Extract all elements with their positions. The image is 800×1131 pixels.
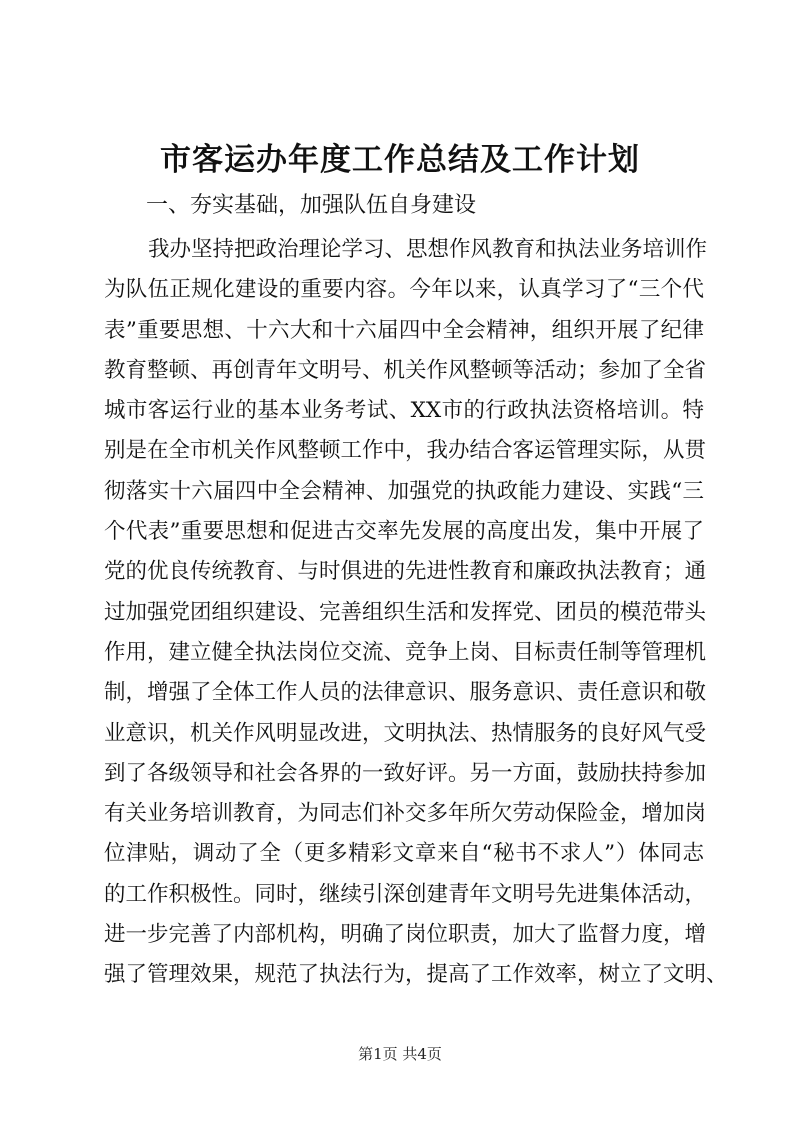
body-line: 强了管理效果，规范了执法行为，提高了工作效率，树立了文明、 — [104, 962, 728, 988]
page-footer: 第1页 共4页 — [358, 1045, 442, 1063]
body-line: 业意识，机关作风明显改进，文明执法、热情服务的良好风气受 — [104, 720, 707, 746]
body-line: 进一步完善了内部机构，明确了岗位职责，加大了监督力度，增 — [104, 922, 707, 948]
body-line: 为队伍正规化建设的重要内容。今年以来，认真学习了“三个代 — [104, 277, 704, 303]
body-line: 到了各级领导和社会各界的一致好评。另一方面，鼓励扶持参加 — [104, 760, 707, 786]
body-line: 城市客运行业的基本业务考试、XX市的行政执法资格培训。特 — [104, 398, 704, 424]
body-line: 过加强党团组织建设、完善组织生活和发挥党、团员的模范带头 — [104, 599, 707, 625]
body-line: 表”重要思想、十六大和十六届四中全会精神，组织开展了纪律 — [104, 317, 704, 343]
body-line: 教育整顿、再创青年文明号、机关作风整顿等活动；参加了全省 — [104, 357, 707, 383]
body-line: 制，增强了全体工作人员的法律意识、服务意识、责任意识和敬 — [104, 680, 707, 706]
body-line: 党的优良传统教育、与时俱进的先进性教育和廉政执法教育；通 — [104, 559, 707, 585]
body-line: 别是在全市机关作风整顿工作中，我办结合客运管理实际，从贯 — [104, 438, 707, 464]
section-heading: 一、夯实基础，加强队伍自身建设 — [146, 193, 477, 218]
body-line: 个代表”重要思想和促进古交率先发展的高度出发，集中开展了 — [104, 519, 704, 545]
document-title: 市客运办年度工作总结及工作计划 — [160, 142, 640, 178]
body-line: 位津贴，调动了全（更多精彩文章来自“秘书不求人”）体同志 — [104, 841, 704, 867]
body-line: 的工作积极性。同时，继续引深创建青年文明号先进集体活动， — [104, 881, 707, 907]
body-line: 我办坚持把政治理论学习、思想作风教育和执法业务培训作 — [148, 237, 708, 262]
body-line: 作用，建立健全执法岗位交流、竞争上岗、目标责任制等管理机 — [104, 639, 707, 665]
body-text — [104, 230, 728, 996]
body-line: 有关业务培训教育，为同志们补交多年所欠劳动保险金，增加岗 — [104, 801, 707, 827]
body-line: 彻落实十六届四中全会精神、加强党的执政能力建设、实践“三 — [104, 478, 704, 504]
